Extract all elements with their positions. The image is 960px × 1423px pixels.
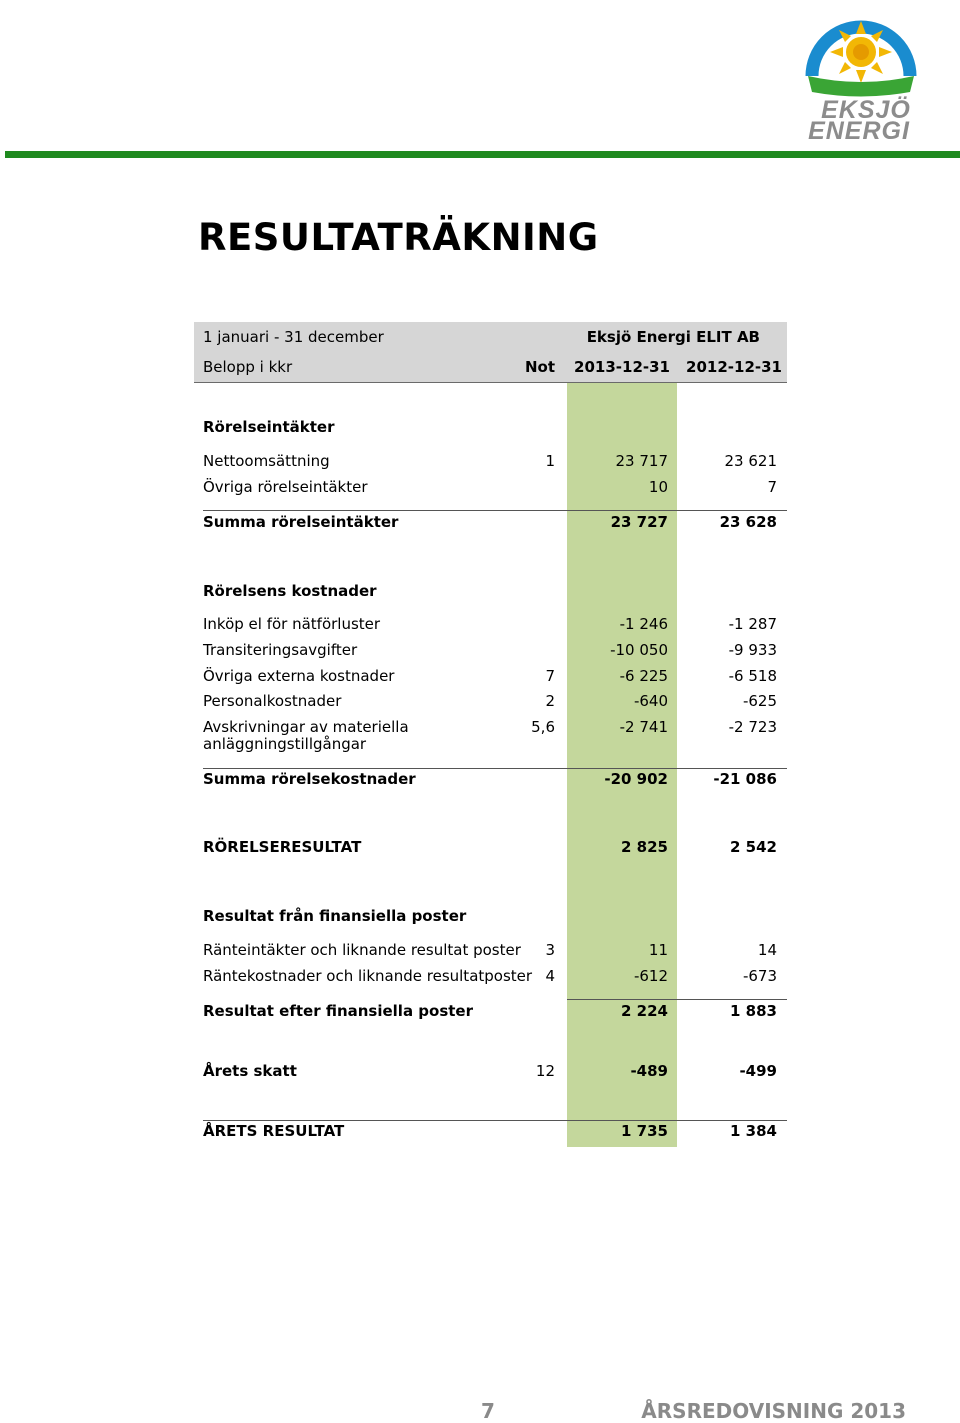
row-value-2012: 14 (757, 941, 777, 959)
not-column-header: Not (524, 358, 555, 376)
current-year-highlight (567, 383, 677, 1147)
costs-total-label: Summa rörelsekostnader (203, 770, 416, 788)
row-value-2012: -6 518 (728, 667, 777, 685)
income-total-label: Summa rörelseintäkter (203, 513, 399, 531)
sum-rule (567, 999, 787, 1000)
row-label: Transiteringsavgifter (203, 641, 358, 659)
row-not: 5,6 (531, 718, 555, 736)
costs-total-2012: -21 086 (713, 770, 777, 788)
tax-2012: -499 (739, 1062, 777, 1080)
financial-total-label: Resultat efter finansiella poster (203, 1002, 473, 1020)
row-value-2013: 10 (648, 478, 668, 496)
net-result-2013: 1 735 (621, 1122, 668, 1140)
row-label: Inköp el för nätförluster (203, 615, 381, 633)
row-value-2012: -625 (742, 692, 777, 710)
year-2012-column-header: 2012-12-31 (686, 358, 782, 376)
row-value-2013: -2 741 (619, 718, 668, 736)
row-value-2013: -640 (633, 692, 668, 710)
company-name: Eksjö Energi ELIT AB (586, 328, 760, 346)
row-value-2012: -1 287 (728, 615, 777, 633)
row-not: 2 (545, 692, 555, 710)
eksjo-energi-logo (786, 4, 936, 140)
page-title: RESULTATRÄKNING (198, 216, 599, 259)
income-total-2012: 23 628 (719, 513, 777, 531)
sum-rule (203, 510, 787, 511)
header-divider (5, 151, 960, 158)
row-label: Avskrivningar av materiella (203, 718, 409, 736)
operating-result-label: RÖRELSERESULTAT (203, 838, 362, 856)
sum-rule (203, 768, 787, 769)
row-value-2013: -10 050 (610, 641, 668, 659)
net-result-label: ÅRETS RESULTAT (203, 1122, 345, 1140)
net-result-2012: 1 384 (730, 1122, 777, 1140)
financial-heading: Resultat från finansiella poster (203, 907, 467, 925)
row-not: 7 (545, 667, 555, 685)
financial-total-2012: 1 883 (730, 1002, 777, 1020)
income-total-2013: 23 727 (610, 513, 668, 531)
row-label: Räntekostnader och liknande resultatposter (203, 967, 533, 985)
row-not: 1 (545, 452, 555, 470)
sun-icon (830, 21, 892, 83)
row-label: Ränteintäkter och liknande resultat poster (203, 941, 521, 959)
row-value-2013: -1 246 (619, 615, 668, 633)
tax-label: Årets skatt (203, 1062, 297, 1080)
sum-rule (203, 1120, 787, 1121)
operating-result-2012: 2 542 (730, 838, 777, 856)
costs-heading: Rörelsens kostnader (203, 582, 377, 600)
row-not: 3 (545, 941, 555, 959)
tax-2013: -489 (630, 1062, 668, 1080)
row-label: Personalkostnader (203, 692, 342, 710)
operating-result-2013: 2 825 (621, 838, 668, 856)
row-value-2013: 11 (648, 941, 668, 959)
page-number: 7 (481, 1399, 495, 1423)
row-label: Övriga externa kostnader (203, 667, 395, 685)
row-not: 4 (545, 967, 555, 985)
row-label: Övriga rörelseintäkter (203, 478, 368, 496)
row-label: Nettoomsättning (203, 452, 330, 470)
row-value-2013: -612 (633, 967, 668, 985)
costs-total-2013: -20 902 (604, 770, 668, 788)
footer-title: ÅRSREDOVISNING 2013 (641, 1399, 906, 1423)
row-value-2012: -2 723 (728, 718, 777, 736)
row-value-2012: 23 621 (724, 452, 777, 470)
row-value-2012: -9 933 (728, 641, 777, 659)
row-value-2012: 7 (767, 478, 777, 496)
amount-unit-label: Belopp i kkr (203, 358, 293, 376)
row-value-2013: -6 225 (619, 667, 668, 685)
income-heading: Rörelseintäkter (203, 418, 335, 436)
financial-total-2013: 2 224 (621, 1002, 668, 1020)
row-value-2012: -673 (742, 967, 777, 985)
logo-text-line1: EKSJÖ (821, 96, 911, 124)
year-2013-column-header: 2013-12-31 (574, 358, 670, 376)
row-value-2013: 23 717 (615, 452, 668, 470)
tax-not: 12 (535, 1062, 555, 1080)
period-label: 1 januari - 31 december (203, 328, 384, 346)
row-label-continued: anläggningstillgångar (203, 735, 367, 753)
logo-text-line2: ENERGI (808, 117, 910, 140)
